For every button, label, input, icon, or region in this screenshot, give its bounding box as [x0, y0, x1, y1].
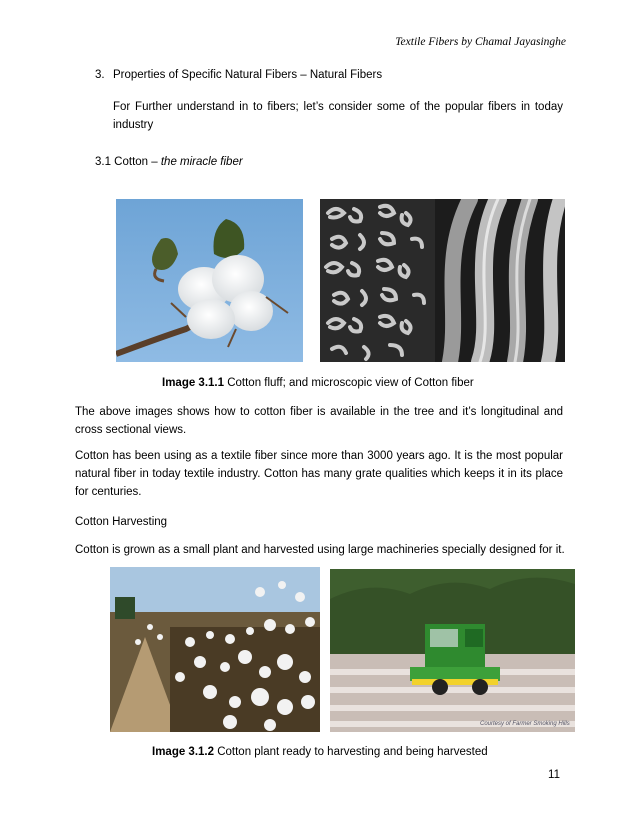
- section-title: Properties of Specific Natural Fibers – Natural Fibers: [113, 69, 383, 81]
- paragraph-1: The above images shows how to cotton fiber is available in the tree and it’s longitudinal and cross sectional views.: [75, 406, 563, 436]
- harvesting-heading: Cotton Harvesting: [75, 516, 168, 528]
- paragraph-2: Cotton has been using as a textile fiber since more than 3000 years ago. It is the most popular natural fiber in today textile industry. Cotton has many grate qualities which keeps it in its place for centuries.: [75, 450, 563, 498]
- cotton-boll-photo: [116, 199, 303, 362]
- figure2-label: Image 3.1.2: [152, 746, 215, 758]
- figure1-label: Image 3.1.1: [162, 377, 225, 389]
- harvesting-text: Cotton is grown as a small plant and harvested using large machineries specially designed for it.: [75, 544, 565, 556]
- figure2-caption-text: Cotton plant ready to harvesting and being harvested: [214, 746, 488, 758]
- cotton-fiber-micrograph: [320, 199, 565, 362]
- running-header: Textile Fibers by Chamal Jayasinghe: [395, 36, 566, 48]
- harvester-watermark: Courtesy of Farmer Smoking Hills: [480, 721, 570, 727]
- page-number: 11: [548, 769, 560, 781]
- figure1-caption: [162, 377, 474, 389]
- figure2-caption: [152, 746, 488, 758]
- cotton-plants-photo: [110, 567, 320, 732]
- section-intro: For Further understand in to fibers; let’s consider some of the popular fibers in today industry: [113, 101, 563, 131]
- subsection-subtitle: the miracle fiber: [160, 156, 243, 168]
- cotton-harvester-photo: [330, 569, 575, 732]
- figure1-caption-text: Cotton fluff; and microscopic view of Cotton fiber: [224, 377, 474, 389]
- subsection-heading: [95, 153, 243, 171]
- section-number: 3.: [95, 69, 105, 81]
- subsection-prefix: 3.1 Cotton –: [95, 156, 161, 168]
